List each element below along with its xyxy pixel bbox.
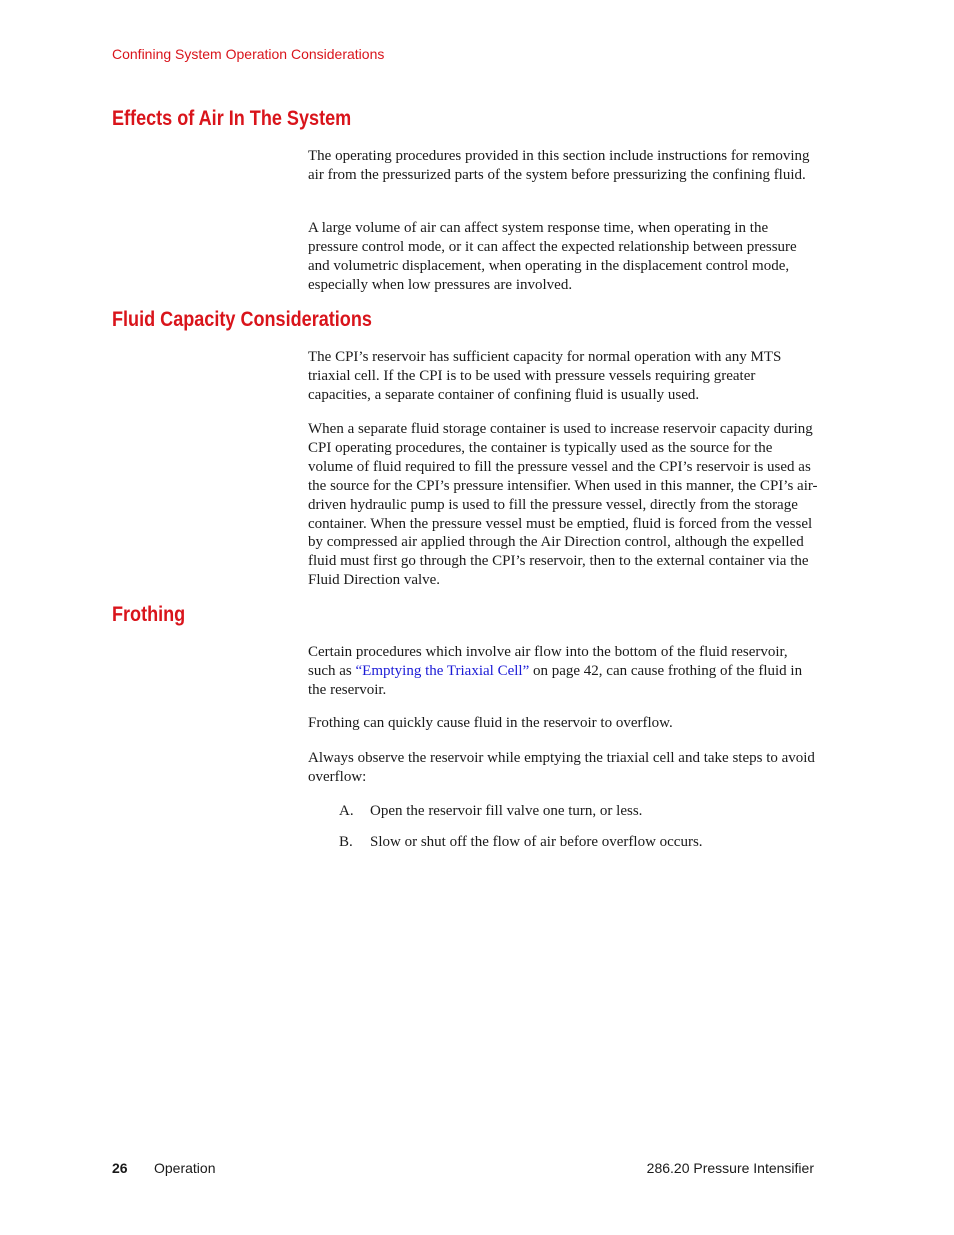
running-head: Confining System Operation Considerations <box>112 46 385 62</box>
emptying-triaxial-cell-link[interactable]: “Emptying the Triaxial Cell” <box>355 662 530 679</box>
list-item-text: Slow or shut off the flow of air before overflow occurs. <box>370 834 703 850</box>
frothing-paragraph-3: Always observe the reservoir while emptying the triaxial cell and take steps to avoid overflow: <box>308 750 815 785</box>
fluid-paragraph-2: When a separate fluid storage container is used to increase reservoir capacity during CPI operating procedures, the container is typically used as the source for the volume of fluid required to fill the pressure vessel and the CPI’s reservoir is used as the source for the CPI’s pressure intensifier. When used in this manner, the CPI’s air-driven hydraulic pump is used to fill the pressure vessel, directly from the storage container. When the pressure vessel must be emptied, fluid is forced from the vessel by compressed air applied through the Air Direction control, although the expelled fluid must first go through the CPI’s reservoir, then to the external container via the Fluid Direction valve. <box>308 421 818 589</box>
heading-fluid-capacity: Fluid Capacity Considerations <box>112 308 372 331</box>
list-item-text: Open the reservoir fill valve one turn, or less. <box>370 803 643 819</box>
list-marker: B. <box>339 834 353 850</box>
footer-product: 286.20 Pressure Intensifier <box>646 1160 814 1176</box>
frothing-text-before: Certain procedures which involve air flow into the bottom of the fluid reservoir, such as <box>308 644 788 679</box>
footer-chapter: Operation <box>154 1160 216 1176</box>
frothing-text-after: on page 42, can cause frothing of the fluid in the reservoir. <box>308 662 803 698</box>
effects-paragraph-2: A large volume of air can affect system response time, when operating in the pressure control mode, or it can affect the expected relationship between pressure and volumetric displacement, when operating in the displacement control mode, especially when low pressures are involved. <box>308 220 797 293</box>
effects-paragraph-1: The operating procedures provided in this section include instructions for removing air from the pressurized parts of the system before pressurizing the confining fluid. <box>308 148 810 183</box>
heading-effects-of-air: Effects of Air In The System <box>112 107 352 130</box>
fluid-paragraph-1: The CPI’s reservoir has sufficient capacity for normal operation with any MTS triaxial cell. If the CPI is to be used with pressure vessels requiring greater capacities, a separate container of confining fluid is usually used. <box>308 349 782 403</box>
frothing-paragraph-2: Frothing can quickly cause fluid in the reservoir to overflow. <box>308 715 673 731</box>
heading-frothing: Frothing <box>112 603 186 626</box>
list-marker: A. <box>339 803 354 819</box>
frothing-paragraph-1 <box>308 643 818 700</box>
footer-page-number: 26 <box>112 1160 128 1176</box>
